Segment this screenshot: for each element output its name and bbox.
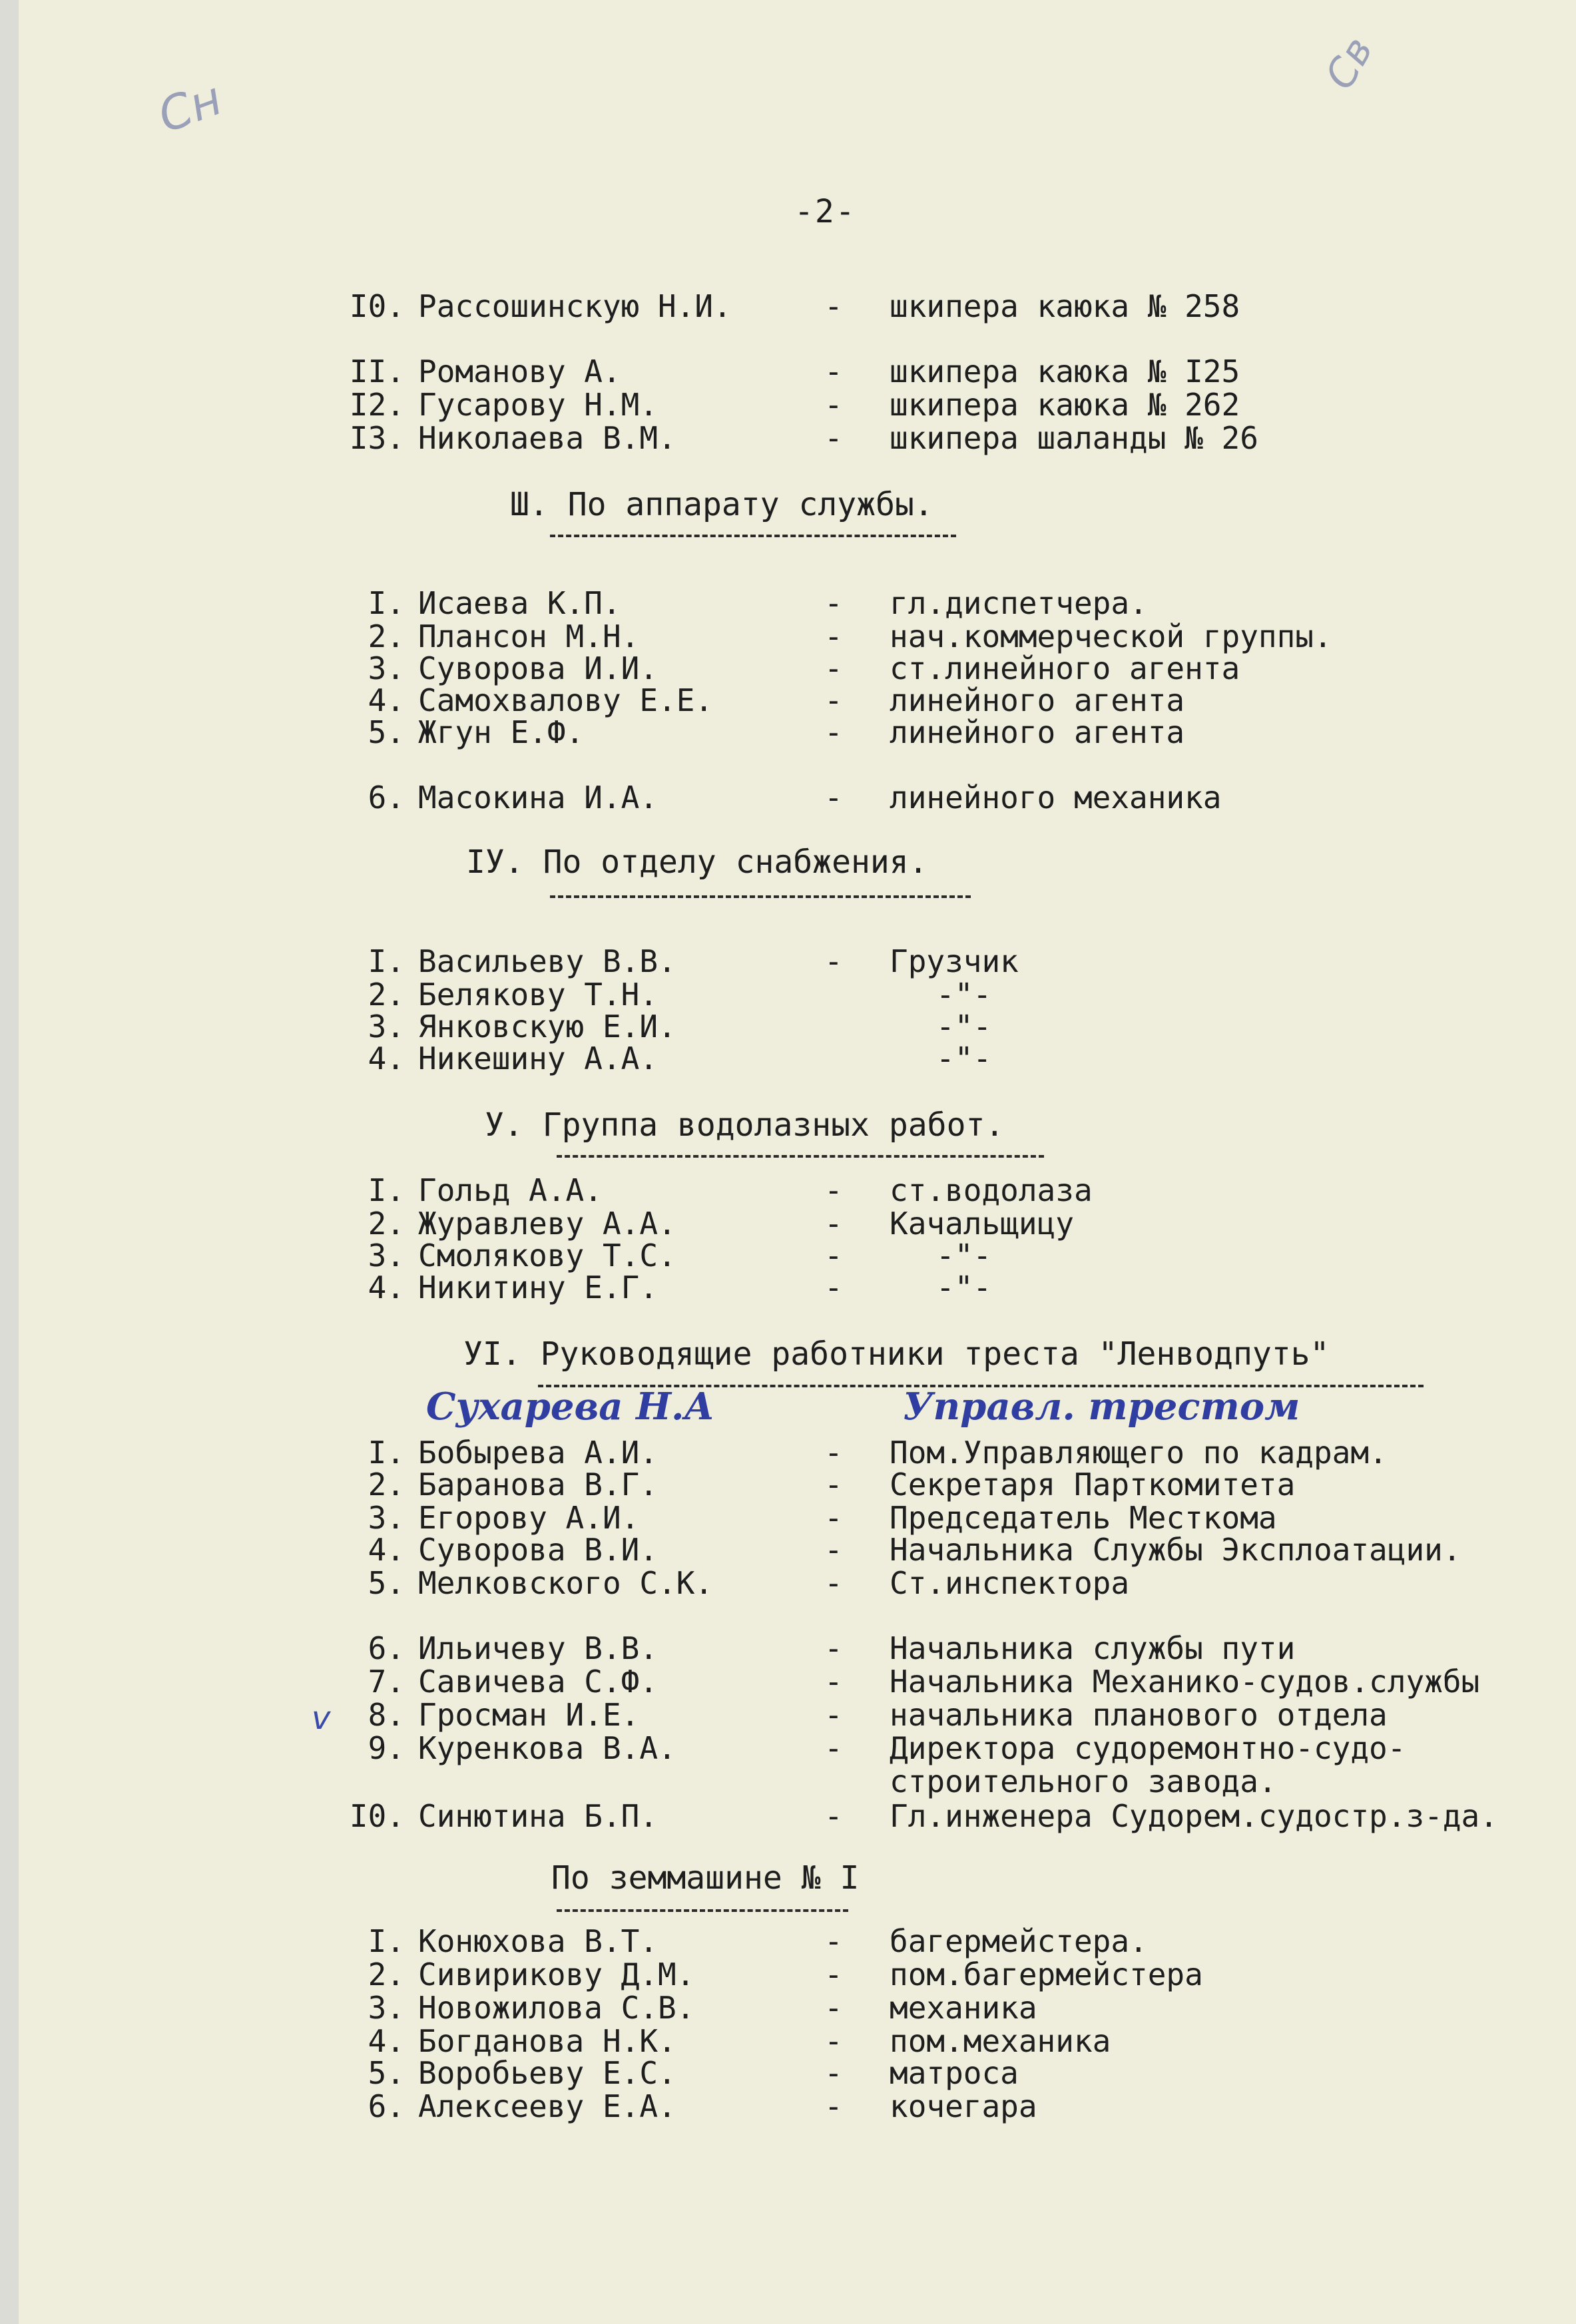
list-item [19, 288, 1576, 325]
person-name: Плансон М.Н. [418, 618, 640, 654]
item-number: 6. [368, 780, 405, 815]
person-name: Никешину А.А. [418, 1041, 658, 1076]
item-number: 4. [368, 1270, 405, 1305]
person-role: пом.механика [890, 2023, 1111, 2059]
person-name: Гросман И.Е. [418, 1697, 640, 1733]
person-name: Новожилова С.В. [418, 1990, 695, 2026]
item-number: 3. [368, 1238, 405, 1274]
section-underline [550, 535, 956, 537]
section-title: По земмашине № I [551, 1859, 860, 1897]
list-item [19, 1797, 1576, 1835]
person-name: Куренкова В.А. [418, 1730, 676, 1766]
list-item-continuation [19, 1763, 1576, 1800]
person-name: Сивирикову Д.М. [418, 1957, 695, 1992]
person-role: -"- [936, 977, 992, 1013]
person-name: Романову А. [418, 353, 621, 389]
person-role: механика [890, 1990, 1037, 2026]
separator-dash: - [824, 1957, 843, 1992]
person-role: Начальника Службы Эксплоатации. [890, 1532, 1461, 1568]
separator-dash: - [824, 1500, 843, 1536]
check-mark: v [312, 1700, 331, 1737]
person-name: Исаева К.П. [418, 585, 621, 621]
list-item [19, 353, 1576, 390]
person-name: Синютина Б.П. [418, 1798, 658, 1834]
person-name: Суворова И.И. [418, 650, 658, 686]
person-name: Белякову Т.Н. [418, 977, 658, 1013]
person-role: Секретаря Парткомитета [890, 1467, 1296, 1503]
person-role: Качальщицу [890, 1206, 1074, 1242]
item-number: 3. [368, 1009, 405, 1045]
person-role: Гл.инженера Судорем.судостр.з-да. [890, 1798, 1498, 1834]
separator-dash: - [824, 1270, 843, 1305]
list-item [19, 1531, 1576, 1568]
item-number: 5. [368, 714, 405, 750]
person-name: Николаева В.М. [418, 420, 676, 456]
item-number: 3. [368, 1500, 405, 1536]
separator-dash: - [824, 1532, 843, 1568]
item-number: 4. [368, 2023, 405, 2059]
person-name: Рассошинскую Н.И. [418, 288, 732, 324]
list-item [19, 2088, 1576, 2125]
person-name: Жгун Е.Ф. [418, 714, 585, 750]
item-number: 4. [368, 1532, 405, 1568]
item-number: 6. [368, 1630, 405, 1666]
person-name: Егорову А.И. [418, 1500, 640, 1536]
list-item [19, 1466, 1576, 1503]
person-name: Богданова Н.К. [418, 2023, 676, 2059]
item-number: 3. [368, 1990, 405, 2026]
separator-dash: - [824, 1172, 843, 1208]
person-role: строительного завода. [890, 1763, 1277, 1799]
person-role: кочегара [890, 2088, 1037, 2124]
separator-dash: - [824, 2055, 843, 2091]
person-name: Самохвалову Е.Е. [418, 682, 714, 718]
person-role: ст.линейного агента [890, 650, 1240, 686]
person-role: шкипера каюка № 262 [890, 387, 1240, 423]
separator-dash: - [824, 387, 843, 423]
separator-dash: - [824, 420, 843, 456]
list-item [19, 714, 1576, 751]
separator-dash: - [824, 585, 843, 621]
person-role: -"- [936, 1238, 992, 1274]
person-name: Баранова В.Г. [418, 1467, 658, 1503]
item-number: I. [368, 943, 405, 979]
item-number: 2. [368, 1467, 405, 1503]
separator-dash: - [824, 650, 843, 686]
section-underline [557, 1909, 848, 1912]
separator-dash: - [824, 2023, 843, 2059]
list-item [19, 1696, 1576, 1734]
person-name: Масокина И.А. [418, 780, 658, 815]
list-item [19, 386, 1576, 423]
person-role: линейного агента [890, 682, 1185, 718]
person-role: пом.багермейстера [890, 1957, 1203, 1992]
list-item [19, 1989, 1576, 2026]
item-number: 2. [368, 977, 405, 1013]
item-number: I0. [349, 288, 405, 324]
item-number: II. [349, 353, 405, 389]
person-role: -"- [936, 1009, 992, 1045]
person-name: Гусарову Н.М. [418, 387, 658, 423]
separator-dash: - [824, 1206, 843, 1242]
person-role: ст.водолаза [890, 1172, 1093, 1208]
separator-dash: - [824, 288, 843, 324]
separator-dash: - [824, 780, 843, 815]
item-number: 2. [368, 1206, 405, 1242]
document-page [19, 0, 1576, 2324]
person-role: Грузчик [890, 943, 1019, 979]
item-number: 4. [368, 1041, 405, 1076]
person-name: Смолякову Т.С. [418, 1238, 676, 1274]
separator-dash: - [824, 714, 843, 750]
item-number: I. [368, 1435, 405, 1471]
person-role: Начальника службы пути [890, 1630, 1296, 1666]
item-number: 6. [368, 2088, 405, 2124]
person-role: матроса [890, 2055, 1019, 2091]
person-role: Пом.Управляющего по кадрам. [890, 1435, 1388, 1471]
person-role: гл.диспетчера. [890, 585, 1148, 621]
separator-dash: - [824, 1798, 843, 1834]
person-name: Бобырева А.И. [418, 1435, 658, 1471]
item-number: 3. [368, 650, 405, 686]
list-item [19, 419, 1576, 457]
pencil-mark: Сн [150, 71, 229, 144]
separator-dash: - [824, 1467, 843, 1503]
separator-dash: - [824, 2088, 843, 2124]
person-role: Начальника Механико-судов.службы [890, 1664, 1480, 1700]
person-name: Алексееву Е.А. [418, 2088, 676, 2124]
item-number: I. [368, 585, 405, 621]
list-item [19, 1564, 1576, 1602]
separator-dash: - [824, 1697, 843, 1733]
item-number: I2. [349, 387, 405, 423]
person-name: Гольд А.А. [418, 1172, 603, 1208]
person-role: нач.коммерческой группы. [890, 618, 1332, 654]
person-role: начальника планового отдела [890, 1697, 1388, 1733]
section-title: Ш. По аппарату службы. [510, 486, 933, 523]
separator-dash: - [824, 618, 843, 654]
section-underline [550, 895, 971, 898]
item-number: 4. [368, 682, 405, 718]
item-number: 8. [368, 1697, 405, 1733]
separator-dash: - [824, 1664, 843, 1700]
item-number: 5. [368, 1565, 405, 1601]
list-item [19, 1730, 1576, 1767]
item-number: 5. [368, 2055, 405, 2091]
item-number: I. [368, 1172, 405, 1208]
separator-dash: - [824, 682, 843, 718]
section-title: У. Группа водолазных работ. [485, 1106, 1005, 1144]
person-name: Журавлеву А.А. [418, 1206, 676, 1242]
person-role: Директора судоремонтно-судо- [890, 1730, 1406, 1766]
person-role: Председатель Месткома [890, 1500, 1277, 1536]
person-name: Суворова В.И. [418, 1532, 658, 1568]
separator-dash: - [824, 353, 843, 389]
person-name: Савичева С.Ф. [418, 1664, 658, 1700]
list-item [19, 1663, 1576, 1700]
person-name: Янковскую Е.И. [418, 1009, 676, 1045]
item-number: 7. [368, 1664, 405, 1700]
separator-dash: - [824, 943, 843, 979]
person-name: Конюхова В.Т. [418, 1923, 658, 1959]
person-role: багермейстера. [890, 1923, 1148, 1959]
person-role: линейного агента [890, 714, 1185, 750]
person-role: линейного механика [890, 780, 1222, 815]
handwritten-role: Управл. трестом [903, 1385, 1300, 1429]
person-name: Никитину Е.Г. [418, 1270, 658, 1305]
list-item [19, 584, 1576, 622]
separator-dash: - [824, 1990, 843, 2026]
person-role: -"- [936, 1041, 992, 1076]
item-number: I3. [349, 420, 405, 456]
list-item [19, 1956, 1576, 1993]
section-title: УI. Руководящие работники треста "Ленводпуть" [463, 1335, 1330, 1373]
separator-dash: - [824, 1238, 843, 1274]
list-item [19, 1630, 1576, 1667]
item-number: 2. [368, 618, 405, 654]
person-name: Ильичеву В.В. [418, 1630, 658, 1666]
person-role: шкипера каюка № 258 [890, 288, 1240, 324]
section-title: IУ. По отделу снабжения. [466, 843, 928, 881]
separator-dash: - [824, 1435, 843, 1471]
list-item [19, 779, 1576, 816]
person-name: Воробьеву Е.С. [418, 2055, 676, 2091]
list-item [19, 1172, 1576, 1209]
item-number: 2. [368, 1957, 405, 1992]
item-number: 9. [368, 1730, 405, 1766]
separator-dash: - [824, 1923, 843, 1959]
separator-dash: - [824, 1630, 843, 1666]
separator-dash: - [824, 1730, 843, 1766]
list-item [19, 943, 1576, 980]
item-number: I. [368, 1923, 405, 1959]
handwritten-name: Сухарева Н.А [426, 1385, 715, 1429]
page-number: -2- [794, 193, 856, 230]
list-item [19, 1040, 1576, 1077]
person-role: -"- [936, 1270, 992, 1305]
person-name: Мелковского С.К. [418, 1565, 714, 1601]
list-item [19, 2054, 1576, 2092]
person-role: Ст.инспектора [890, 1565, 1130, 1601]
item-number: I0. [349, 1798, 405, 1834]
person-name: Васильеву В.В. [418, 943, 676, 979]
pencil-mark: Св [1316, 29, 1383, 97]
section-underline [557, 1155, 1044, 1158]
list-item [19, 1269, 1576, 1306]
separator-dash: - [824, 1565, 843, 1601]
person-role: шкипера каюка № I25 [890, 353, 1240, 389]
person-role: шкипера шаланды № 26 [890, 420, 1258, 456]
list-item [19, 1923, 1576, 1960]
